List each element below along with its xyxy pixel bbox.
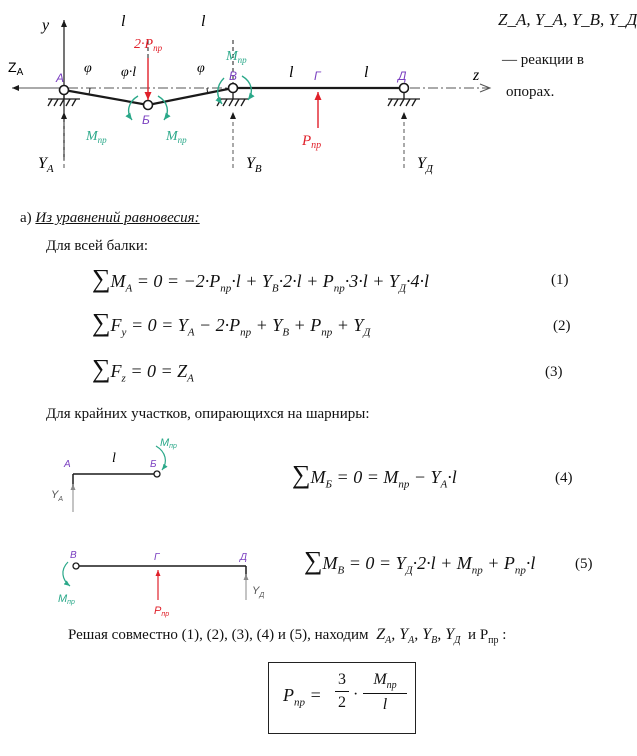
span-l-3: l	[289, 64, 294, 81]
equation-3-number: (3)	[545, 364, 563, 380]
hinge-a	[60, 86, 69, 95]
span-l-2: l	[201, 13, 206, 30]
load-2p-label: $2\cdot P_{пр}$	[134, 37, 163, 53]
equation-1: $\sum M_A = 0 = -2\cdot P_{пр}\cdot l + Y_В\cdot 2\cdot l + P_{пр}\cdot 3\cdot l + Y_Д\cdot 4\cdot l$	[92, 264, 429, 295]
moment-v-label: $M_{пр}$	[226, 49, 247, 65]
point-a-label: A	[56, 71, 65, 85]
segment-ab-hinge	[154, 471, 160, 477]
segment-vd-moment-arc	[63, 562, 70, 586]
segment-vd-m-label: Mпр	[58, 593, 75, 606]
result-box: $P_{пр}$ = 3 2 · $M_{пр}$ l	[268, 662, 416, 734]
hinge-b	[144, 101, 153, 110]
equation-2: $\sum F_y = 0 = Y_A - 2\cdot P_{пр} + Y_В + P_{пр} + Y_Д$	[92, 308, 371, 339]
point-b-label: Б	[142, 113, 150, 127]
result-frac2: $M_{пр}$ l	[363, 671, 407, 714]
point-d-label: Д	[398, 69, 407, 83]
z-axis-label: z	[473, 67, 480, 84]
segment-ab-l-label: l	[112, 451, 116, 466]
angle-phil: φ·l	[121, 65, 137, 80]
angle-phi-v: φ	[197, 61, 205, 76]
equation-4-number: (4)	[555, 470, 573, 486]
moment-b-right-label: $M_{пр}$	[166, 129, 187, 145]
segment-ab-y-label: $Y_A$	[51, 489, 64, 503]
equation-1-number: (1)	[551, 272, 569, 288]
angle-arc-a	[89, 88, 90, 94]
reactions-list: Z_A, Y_A, Y_В, Y_Д	[498, 10, 637, 29]
moment-b-right-arc	[158, 96, 167, 120]
equation-3: $\sum F_z = 0 = Z_A$	[92, 354, 194, 385]
segment-ab-diagram	[40, 436, 180, 514]
hinge-v	[229, 84, 238, 93]
span-l-4: l	[364, 64, 369, 81]
equation-5: $\sum M_В = 0 = Y_Д\cdot 2\cdot l + M_{пр} + P_{пр}\cdot l$	[304, 546, 536, 577]
segment-vd-d-label: Д	[240, 552, 248, 563]
equation-5-number: (5)	[575, 556, 593, 572]
moment-b-left-arc	[129, 96, 138, 120]
section-a-heading	[20, 210, 200, 227]
y-axis-label: y	[42, 17, 50, 34]
za-label: $Z_A$	[8, 59, 24, 78]
section-a-title: Из уравнений равновесия:	[35, 210, 200, 226]
load-p-label: $P_{пр}$	[302, 133, 322, 151]
segment-ab-m-label: Mпр	[160, 437, 177, 450]
span-l-1: l	[121, 13, 126, 30]
reactions-note-line1: — реакции в	[502, 52, 584, 68]
solving-text: Решая совместно (1), (2), (3), (4) и (5), находим	[68, 627, 369, 643]
point-g-label: Г	[314, 69, 321, 83]
equation-2-number: (2)	[553, 318, 571, 334]
yd-label: $Y_Д$	[417, 155, 433, 175]
support-d	[388, 92, 420, 106]
ya-label: $Y_A$	[38, 155, 54, 175]
end-parts-caption: Для крайних участков, опирающихся на шарниры:	[46, 406, 370, 422]
segment-vd-g-label: Г	[154, 552, 160, 563]
segment-ab-moment-arc	[156, 446, 165, 470]
moment-b-left-label: $M_{пр}$	[86, 129, 107, 145]
yv-label: $Y_В$	[246, 155, 262, 175]
section-a-prefix: а)	[20, 210, 32, 226]
result-lhs: $P_{пр}$ =	[283, 685, 322, 709]
point-v-label: В	[229, 69, 238, 83]
segment-vd-diagram	[54, 538, 278, 618]
result-frac1: 3 2	[335, 671, 349, 712]
segment-vd-hinge	[73, 563, 79, 569]
solving-line: Решая совместно (1), (2), (3), (4) и (5), находим $Z_A$, $Y_A$, $Y_В$, $Y_Д$ и $P_{пр}$ :	[68, 626, 507, 647]
hinge-d	[400, 84, 409, 93]
angle-phi-a: φ	[84, 61, 92, 76]
segment-ab-a-label: A	[64, 459, 71, 470]
reactions-note-line2: опорах.	[506, 84, 555, 100]
segment-ab-b-label: Б	[150, 459, 157, 470]
whole-beam-caption: Для всей балки:	[46, 238, 149, 254]
segment-vd-p-label: Pпр	[154, 605, 170, 618]
segment-vd-y-label: $Y_Д$	[252, 585, 265, 599]
equation-4: $\sum M_Б = 0 = M_{пр} - Y_A\cdot l$	[292, 460, 457, 491]
segment-vd-v-label: В	[70, 550, 77, 561]
